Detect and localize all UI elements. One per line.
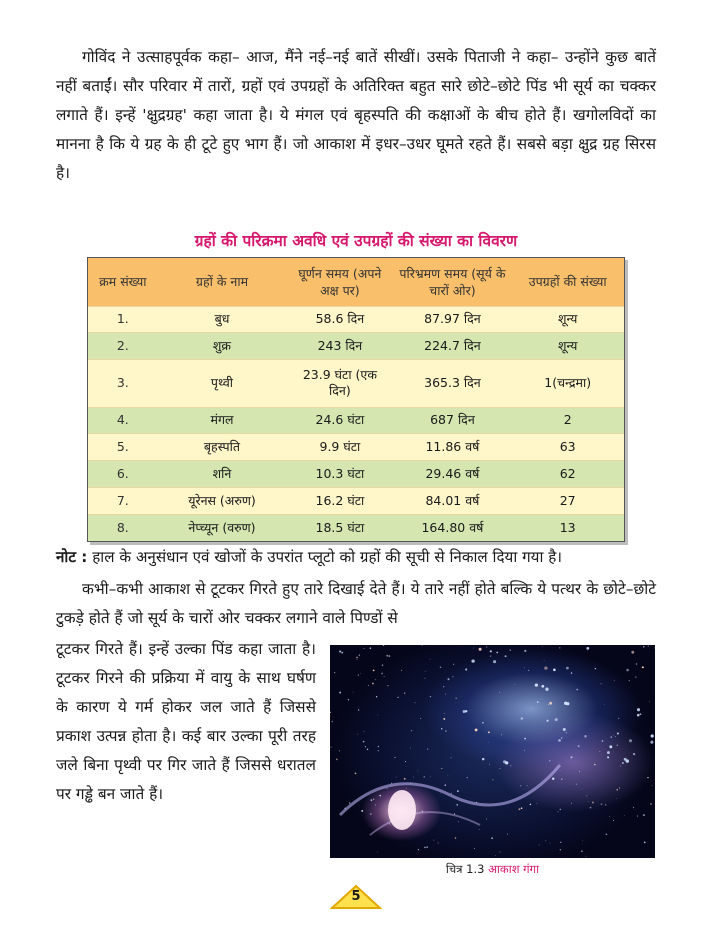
header-name: ग्रहों के नाम [195,274,249,290]
header-satellites: उपग्रहों की संख्या [528,274,607,290]
cell-name: बुध [158,306,287,333]
meteor-paragraph-continued: टूटकर गिरते हैं। इन्हें उल्का पिंड कहा जाता है। टूटकर गिरने की प्रक्रिया में वायु के साथ घर्षण के कारण ये गर्म होकर जल जाते हैं जिससे प्रकाश उत्पन्न होता है। कई बार उल्का पूरी तरह जले बिना पृथ्वी पर गिर जाते हैं जिससे धरातल पर गड्ढे बन जाते हैं। [56,640,316,803]
cell-revolution: 365.3 दिन [393,360,511,407]
star-field-icon [330,645,655,858]
header-serial: क्रम संख्या [99,274,147,290]
cell-satellites: 27 [511,487,624,514]
cell-revolution: 164.80 वर्ष [393,514,511,541]
galaxy-image [330,645,655,858]
note-line [56,544,666,570]
planet-table [87,257,625,542]
table-row [88,487,624,514]
cell-rotation: 23.9 घंटा (एक दिन) [286,360,393,407]
cell-name: यूरेनस (अरुण) [158,487,287,514]
note-label: नोट : [56,548,88,566]
caption-title: आकाश गंगा [488,862,540,876]
table-row [88,514,624,541]
cell-serial: 1. [88,306,158,333]
table-header-row [88,258,624,306]
cell-satellites: 62 [511,461,624,488]
cell-rotation: 243 दिन [286,333,393,360]
cell-rotation: 9.9 घंटा [286,434,393,461]
cell-serial: 4. [88,407,158,434]
cell-serial: 6. [88,461,158,488]
note-text: हाल के अनुसंधान एवं खोजों के उपरांत प्लूटो को ग्रहों की सूची से निकाल दिया गया है। [92,548,563,566]
table-row [88,407,624,434]
cell-satellites: 2 [511,407,624,434]
cell-rotation: 16.2 घंटा [286,487,393,514]
cell-rotation: 10.3 घंटा [286,461,393,488]
cell-serial: 5. [88,434,158,461]
cell-satellites: शून्य [511,333,624,360]
figure-caption [330,862,655,877]
intro-paragraph: गोविंद ने उत्साहपूर्वक कहा– आज, मैंने नई–नई बातें सीखीं। उसके पिताजी ने कहा– उन्होंने कुछ बातें नहीं बताईं। सौर परिवार में तारों, ग्रहों एवं उपग्रहों के अतिरिक्त बहुत सारे छोटे–छोटे पिंड भी सूर्य का चक्कर लगाते हैं। इन्हें 'क्षुद्रग्रह' कहा जाता है। ये मंगल एवं बृहस्पति की कक्षाओं के बीच होते हैं। खगोलविदों का मानना है कि ये ग्रह के ही टूटे हुए भाग हैं। जो आकाश में इधर–उधर घूमते रहते हैं। सबसे बड़ा क्षुद्र ग्रह सिरस है। [56,48,656,182]
page-number-text: 5 [351,889,361,904]
cell-serial: 8. [88,514,158,541]
meteor-paragraph: कभी–कभी आकाश से टूटकर गिरते हुए तारे दिखाई देते हैं। ये तारे नहीं होते बल्कि ये पत्थर के छोटे–छोटे टुकड़े होते हैं जो सूर्य के चारों ओर चक्कर लगाने वाले पिण्डों से [56,580,656,627]
page-number [330,884,382,910]
header-rotation: घूर्णन समय (अपने अक्ष पर) [298,265,382,298]
table-row [88,434,624,461]
cell-revolution: 224.7 दिन [393,333,511,360]
cell-name: बृहस्पति [158,434,287,461]
table-row [88,360,624,407]
cell-name: नेप्च्यून (वरुण) [158,514,287,541]
cell-rotation: 18.5 घंटा [286,514,393,541]
cell-revolution: 87.97 दिन [393,306,511,333]
cell-satellites: 63 [511,434,624,461]
cell-name: पृथ्वी [158,360,287,407]
table-title: ग्रहों की परिक्रमा अवधि एवं उपग्रहों की संख्या का विवरण [194,232,518,250]
header-revolution: परिभ्रमण समय (सूर्य के चारों ओर) [399,265,506,298]
cell-serial: 2. [88,333,158,360]
cell-name: शुक्र [158,333,287,360]
cell-revolution: 11.86 वर्ष [393,434,511,461]
table-row [88,333,624,360]
table-row [88,461,624,488]
cell-satellites: 13 [511,514,624,541]
cell-rotation: 24.6 घंटा [286,407,393,434]
cell-rotation: 58.6 दिन [286,306,393,333]
table-row [88,306,624,333]
cell-satellites: 1(चन्द्रमा) [511,360,624,407]
cell-revolution: 29.46 वर्ष [393,461,511,488]
cell-serial: 7. [88,487,158,514]
cell-revolution: 84.01 वर्ष [393,487,511,514]
cell-name: मंगल [158,407,287,434]
cell-name: शनि [158,461,287,488]
cell-satellites: शून्य [511,306,624,333]
caption-prefix: चित्र 1.3 [445,862,485,876]
cell-revolution: 687 दिन [393,407,511,434]
cell-serial: 3. [88,360,158,407]
